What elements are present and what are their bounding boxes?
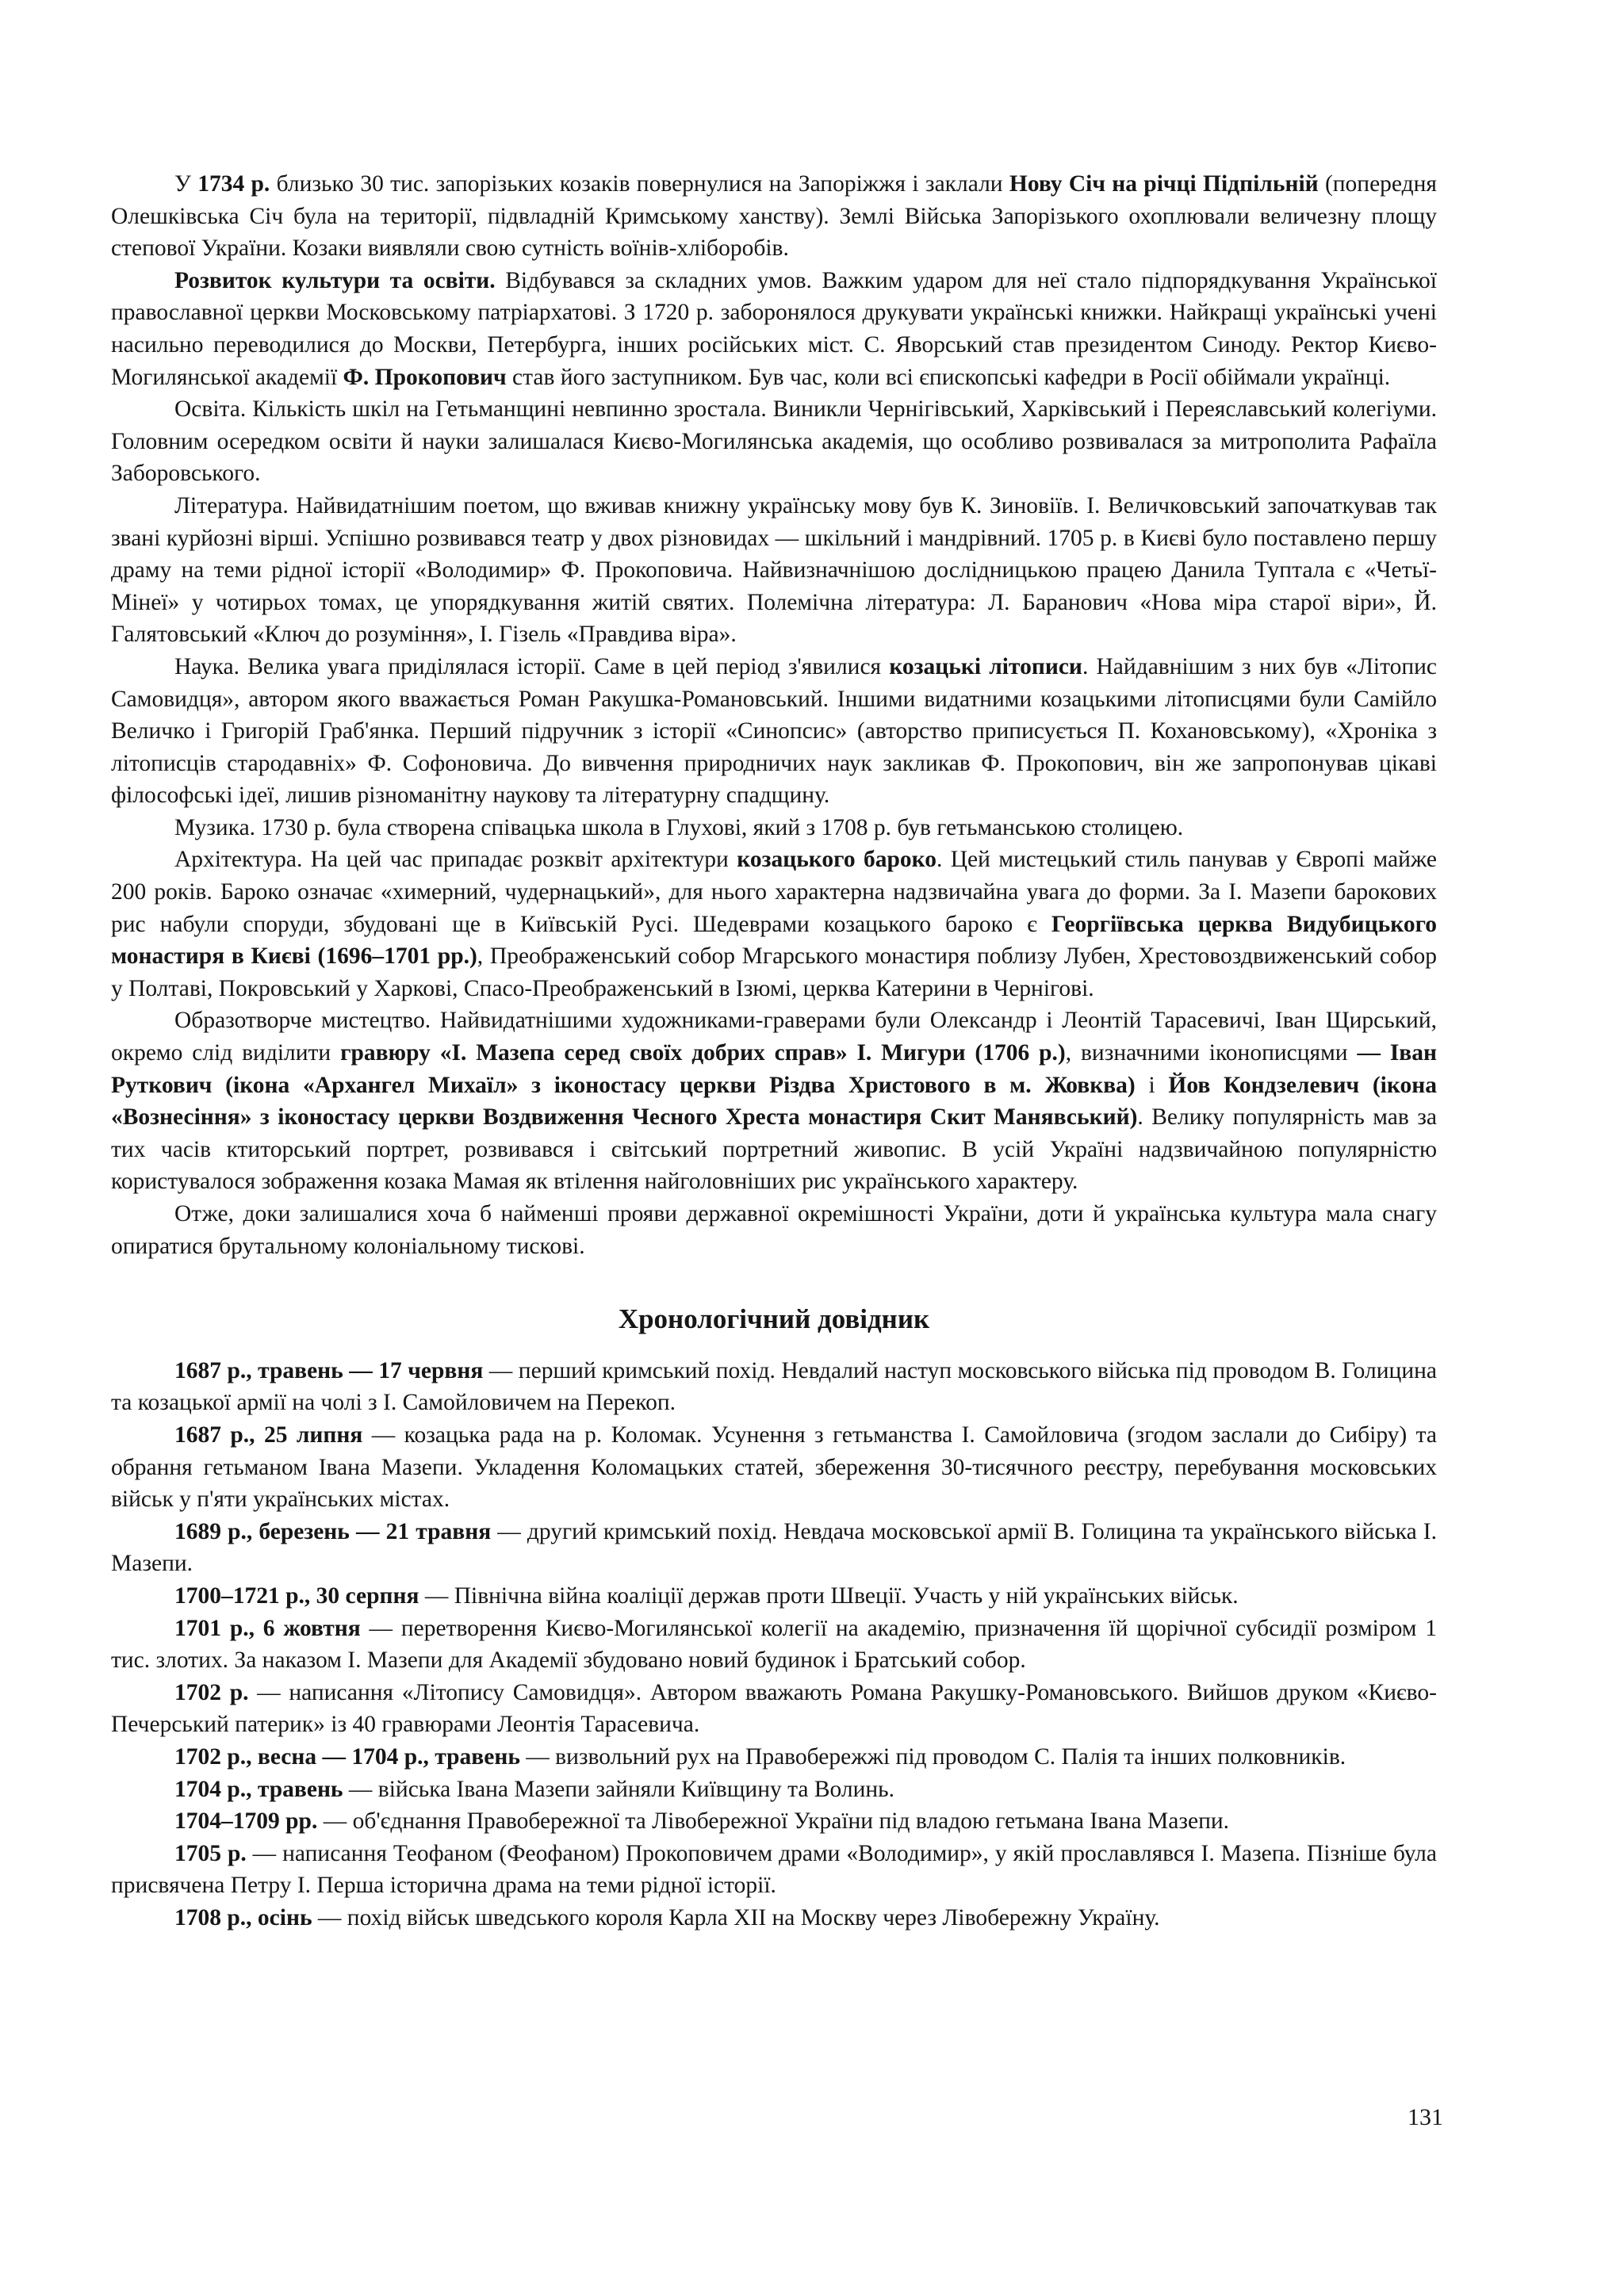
paragraph: [111, 812, 1437, 844]
bold-text: Георгіївська церква Видубицького монастиря в Києві (1696–1701 рр.): [111, 911, 1437, 970]
text-run: Архітектура. На цей час припадає розквіт архітектури: [174, 847, 737, 873]
text-run: — Північна війна коаліції держав проти Швеції. Участь у ній українських військ.: [419, 1582, 1239, 1609]
text-run: і: [1135, 1072, 1169, 1098]
bold-text: козацького бароко: [737, 847, 936, 873]
chronology-entry: [111, 1677, 1437, 1741]
text-run: Наука. Велика увага приділялася історії. Саме в цей період з'явилися: [174, 653, 890, 679]
chronology-entry: [111, 1355, 1437, 1419]
bold-text: 1708 р., осінь: [174, 1904, 312, 1931]
bold-text: 1700–1721 р., 30 серпня: [174, 1582, 419, 1609]
text-run: — перший кримський похід. Невдалий наступ московського війська під проводом В. Голицина та козацької армії на чолі з І. Самойловичем на Перекоп.: [111, 1357, 1437, 1416]
bold-text: — Іван Руткович (ікона «Архангел Михаїл» з іконостасу церкви Різдва Христового в м. Жовква): [111, 1040, 1437, 1098]
text-run: Образотворче мистецтво. Найвидатнішими художниками-граверами були Олександр і Леонтій Тарасевичі, Іван Щирський, окремо слід виділити: [111, 1008, 1437, 1066]
text-run: — написання «Літопису Самовидця». Автором вважають Романа Ракушку-Романовського. Вийшов друком «Києво-Печерський патерик» із 40 гравюрами Леонтія Тарасевича.: [111, 1679, 1437, 1738]
text-run: , визначними іконописцями: [1065, 1040, 1358, 1066]
chronology-entry: [111, 1419, 1437, 1516]
paragraph: [111, 844, 1437, 1004]
bold-text: гравюру «І. Мазепа серед своїх добрих справ» І. Мигури (1706 р.): [340, 1040, 1066, 1066]
chronology-list: [111, 1355, 1437, 1934]
text-run: — написання Теофаном (Феофаном) Прокоповичем драми «Володимир», у якій прославлявся І. Мазепа. Пізніше була присвячена Петру І. Перша історична драма на теми рідної історії.: [111, 1840, 1437, 1899]
text-run: — об'єднання Правобережної та Лівобережної України під владою гетьмана Івана Мазепи.: [317, 1808, 1230, 1835]
chronology-entry: [111, 1805, 1437, 1838]
bold-text: 1704–1709 рр.: [174, 1808, 318, 1835]
section-title: Хронологічний довідник: [618, 1303, 930, 1335]
page-number: 131: [1408, 2104, 1443, 2130]
chronology-entry: [111, 1613, 1437, 1677]
paragraph: [111, 393, 1437, 490]
bold-text: Йов Кондзелевич (ікона «Вознесіння» з іконостасу церкви Воздвиження Чесного Хреста монастиря Скит Манявський): [111, 1072, 1437, 1131]
paragraph: [111, 1004, 1437, 1198]
text-run: — похід військ шведського короля Карла XII на Москву через Лівобережну Україну.: [312, 1904, 1160, 1931]
bold-text: козацькі літописи: [889, 653, 1082, 679]
paragraph: [111, 265, 1437, 393]
text-run: У: [174, 171, 198, 197]
text-run: — війська Івана Мазепи зайняли Київщину та Волинь.: [343, 1776, 895, 1802]
bold-text: 1702 р.: [174, 1679, 249, 1705]
text-run: став його заступником. Був час, коли всі єпископські кафедри в Росії обіймали українці.: [506, 364, 1391, 390]
main-text: [111, 168, 1437, 1262]
paragraph: [111, 490, 1437, 651]
bold-text: Ф. Прокопович: [343, 364, 507, 390]
page-body: [111, 168, 1437, 1934]
text-run: Література. Найвидатнішим поетом, що вживав книжну українську мову був К. Зиновіїв. І. Величковський започаткував так звані курйозні вірші. Успішно розвивався театр у двох різновидах — шкільний і мандрівний. 1705 р. в Києві було поставлено першу драму на теми рідної історії «Володимир» Ф. Прокоповича. Найвизначнішою дослідницькою працею Данила Туптала є «Четьї-Мінеї» у чотирьох томах, це упорядкування житій святих. Полемічна література: Л. Баранович «Нова міра старої віри», Й. Галятовський «Ключ до розуміння», І. Гізель «Правдива віра».: [111, 492, 1437, 648]
bold-text: Нову Січ на річці Підпільній: [1009, 171, 1319, 197]
text-run: Отже, доки залишалися хоча б найменші прояви державної окремішності України, доти й українська культура мала снагу опиратися брутальному колоніальному тискові.: [111, 1201, 1437, 1259]
chronology-entry: [111, 1902, 1437, 1934]
text-run: — другий кримський похід. Невдача московської армії В. Голицина та українського війська І. Мазепи.: [111, 1518, 1437, 1577]
paragraph: [111, 1198, 1437, 1262]
bold-text: 1702 р., весна — 1704 р., травень: [174, 1743, 520, 1770]
text-run: близько 30 тис. запорізьких козаків повернулися на Запоріжжя і заклали: [270, 171, 1009, 197]
text-run: — козацька рада на р. Коломак. Усунення з гетьманства І. Самойловича (згодом заслали до Сибіру) та обрання гетьманом Івана Мазепи. Укладення Коломацьких статей, збереження 30-тисячного реєстру, перебування московських військ у п'яти українських містах.: [111, 1422, 1437, 1513]
text-run: — визвольний рух на Правобережжі під проводом С. Палія та інших полковників.: [519, 1743, 1346, 1770]
chronology-entry: [111, 1580, 1437, 1613]
chronology-entry: [111, 1516, 1437, 1580]
text-run: . Найдавнішим з них був «Літопис Самовидця», автором якого вважається Роман Ракушка-Романовський. Іншими видатними козацькими літописцями були Самійло Величко і Григорій Граб'янка. Перший підручник з історії «Синопсис» (авторство приписується П. Кохановському), «Хроніка з літописців стародавніх» Ф. Софоновича. До вивчення природничих наук закликав Ф. Прокопович, він же запропонував цікаві філософські ідеї, лишив різноманітну наукову та літературну спадщину.: [111, 653, 1438, 809]
text-run: . Цей мистецький стиль панував у Європі майже 200 років. Бароко означає «химерний, чудернацький», для нього характерна надзвичайна увага до форми. За І. Мазепи барокових рис набули споруди, збудовані ще в Київській Русі. Шедеврами козацького бароко є: [111, 847, 1437, 937]
text-run: . Велику популярність мав за тих часів ктиторський портрет, розвивався і світський портретний живопис. В усій Україні надзвичайною популярністю користувалося зображення козака Мамая як втілення найголовніших рис українського характеру.: [111, 1104, 1437, 1195]
text-run: Музика. 1730 р. була створена співацька школа в Глухові, який з 1708 р. був гетьманською столицею.: [174, 814, 1184, 840]
text-run: — перетворення Києво-Могилянської колегії на академію, призначення їй щорічної субсидії розміром 1 тис. злотих. За наказом І. Мазепи для Академії збудовано новий будинок і Братський собор.: [111, 1615, 1437, 1674]
text-run: Освіта. Кількість шкіл на Гетьманщині невпинно зростала. Виникли Чернігівський, Харківський і Переяславський колегіуми. Головним осередком освіти й науки залишалася Києво-Могилянська академія, що особливо розвивалася за митрополита Рафаїла Заборовського.: [111, 396, 1437, 487]
bold-text: 1687 р., травень — 17 червня: [174, 1357, 484, 1383]
bold-text: 1689 р., березень — 21 травня: [174, 1518, 492, 1544]
bold-text: 1705 р.: [174, 1840, 247, 1866]
paragraph: [111, 651, 1437, 812]
paragraph: [111, 168, 1437, 265]
chronology-entry: [111, 1741, 1437, 1774]
text-run: (попередня Олешківська Січ була на території, підвладній Кримському ханству). Землі Війська Запорізького охоплювали величезну площу степової України. Козаки виявляли свою сутність воїнів-хліборобів.: [111, 171, 1438, 262]
bold-text: 1734 р.: [197, 171, 270, 197]
bold-text: Розвиток культури та освіти.: [174, 267, 496, 293]
bold-text: 1687 р., 25 липня: [174, 1422, 363, 1448]
chronology-entry: [111, 1838, 1437, 1902]
bold-text: 1704 р., травень: [174, 1776, 343, 1802]
text-run: , Преображенський собор Мгарського монастиря поблизу Лубен, Хрестовоздвиженський собор у Полтаві, Покровський у Харкові, Спасо-Преображенський в Ізюмі, церква Катерини в Чернігові.: [111, 943, 1437, 1001]
bold-text: 1701 р., 6 жовтня: [174, 1615, 361, 1641]
text-run: Відбувався за складних умов. Важким ударом для неї стало підпорядкування Української православної церкви Московському патріархатові. З 1720 р. заборонялося друкувати українські книжки. Найкращі українські учені насильно переводилися до Москви, Петербурга, інших російських міст. С. Яворський став президентом Синоду. Ректор Києво-Могилянської академії: [111, 267, 1437, 390]
chronology-entry: [111, 1774, 1437, 1806]
